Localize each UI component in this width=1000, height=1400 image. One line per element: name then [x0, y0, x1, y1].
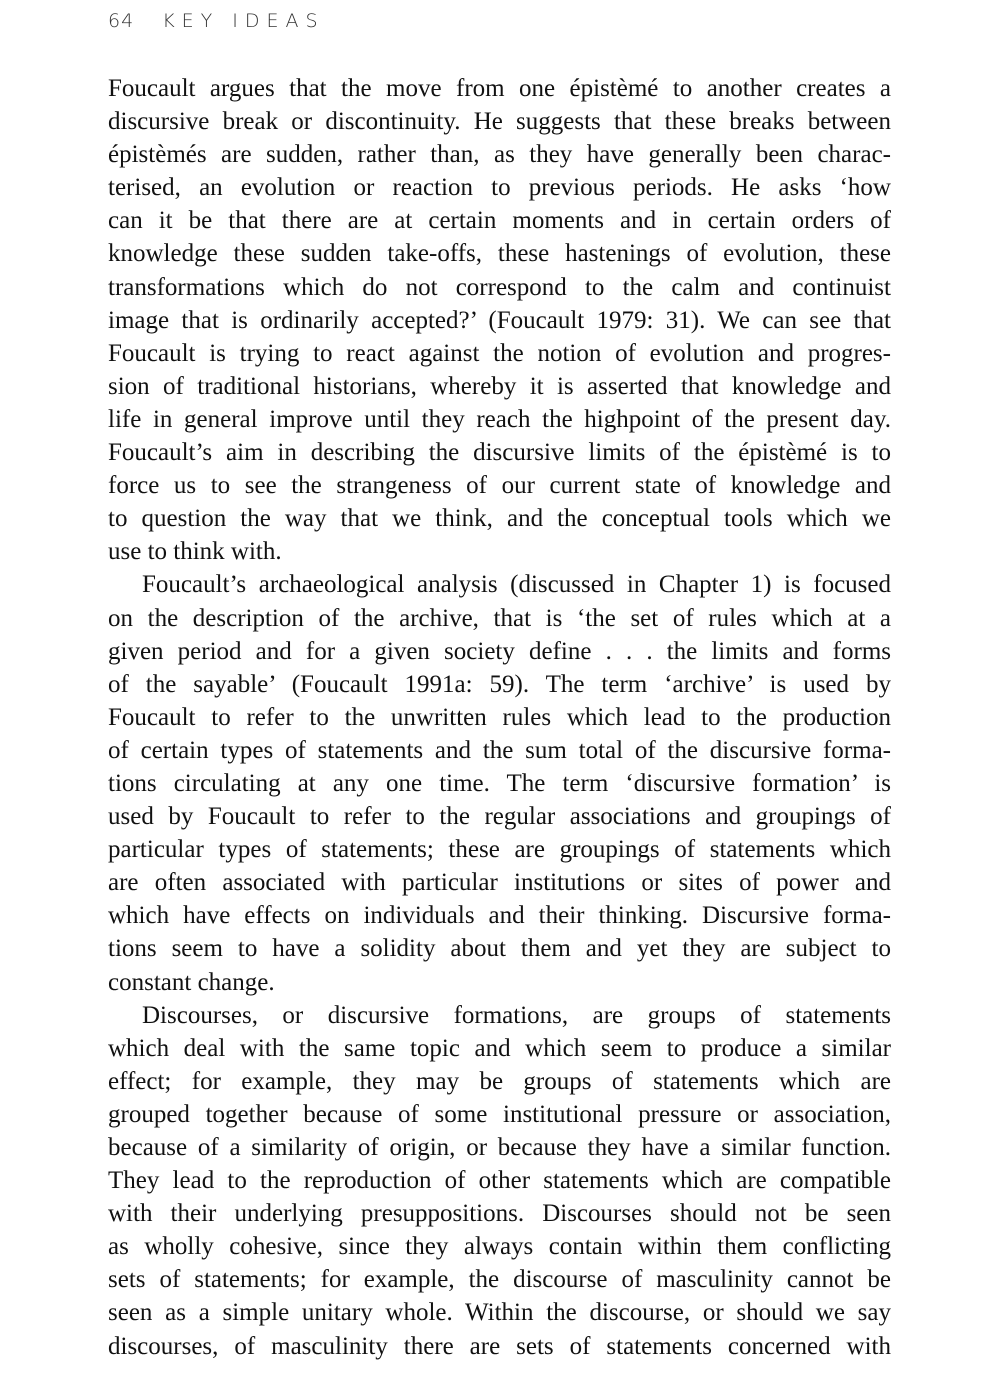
text-line: terised, an evolution or reaction to previous periods. He asks ‘how	[108, 174, 891, 202]
text-line: tions seem to have a solidity about them and yet they are subject to	[108, 935, 891, 963]
text-line: of certain types of statements and the sum total of the discursive forma-	[108, 736, 891, 764]
text-line: which have effects on individuals and their thinking. Discursive forma-	[108, 902, 891, 930]
text-line: with their underlying presuppositions. Discourses should not be seen	[108, 1200, 891, 1228]
text-line: They lead to the reproduction of other statements which are compatible	[108, 1167, 891, 1195]
text-line: Foucault is trying to react against the notion of evolution and progres-	[108, 339, 891, 367]
text-line: used by Foucault to refer to the regular associations and groupings of	[108, 803, 891, 831]
text-line: can it be that there are at certain moments and in certain orders of	[108, 207, 891, 235]
text-line: transformations which do not correspond to the calm and continuist	[108, 273, 891, 301]
text-line: Discourses, or discursive formations, are groups of statements	[142, 1001, 891, 1029]
text-line: of the sayable’ (Foucault 1991a: 59). The term ‘archive’ is used by	[108, 670, 891, 698]
text-line: use to think with.	[108, 538, 282, 566]
text-line: particular types of statements; these are groupings of statements which	[108, 836, 891, 864]
text-line: sets of statements; for example, the discourse of masculinity cannot be	[108, 1266, 891, 1294]
text-line: image that is ordinarily accepted?’ (Foucault 1979: 31). We can see that	[108, 306, 891, 334]
text-line: knowledge these sudden take-offs, these hastenings of evolution, these	[108, 240, 891, 268]
section-title: KEY IDEAS	[162, 10, 325, 32]
text-line: to question the way that we think, and the conceptual tools which we	[108, 505, 891, 533]
text-line: épistèmés are sudden, rather than, as they have generally been charac-	[108, 141, 891, 169]
paragraph-2	[108, 568, 891, 998]
text-line: given period and for a given society define . . . the limits and forms	[108, 637, 891, 665]
page-number: 64	[108, 10, 135, 32]
text-line: discourses, of masculinity there are sets of statements concerned with	[108, 1332, 891, 1360]
text-line: tions circulating at any one time. The term ‘discursive formation’ is	[108, 769, 891, 797]
text-line: constant change.	[108, 968, 275, 996]
text-line: because of a similarity of origin, or because they have a similar function.	[108, 1134, 891, 1161]
text-line: are often associated with particular institutions or sites of power and	[108, 869, 891, 897]
text-line: grouped together because of some institutional pressure or association,	[108, 1100, 891, 1128]
text-line: on the description of the archive, that is ‘the set of rules which at a	[108, 604, 891, 632]
text-line: life in general improve until they reach the highpoint of the present day.	[108, 405, 891, 433]
running-head	[108, 10, 325, 32]
body-text	[108, 72, 891, 1363]
text-line: sion of traditional historians, whereby it is asserted that knowledge and	[108, 372, 891, 400]
text-line: effect; for example, they may be groups of statements which are	[108, 1067, 891, 1095]
text-line: as wholly cohesive, since they always contain within them conflicting	[108, 1233, 891, 1261]
text-line: which deal with the same topic and which seem to produce a similar	[108, 1034, 891, 1062]
text-line: Foucault to refer to the unwritten rules which lead to the production	[108, 703, 891, 731]
text-line: discursive break or discontinuity. He suggests that these breaks between	[108, 108, 891, 136]
text-line: Foucault’s archaeological analysis (discussed in Chapter 1) is focused	[142, 571, 891, 599]
text-line: seen as a simple unitary whole. Within the discourse, or should we say	[108, 1299, 891, 1327]
text-line: Foucault’s aim in describing the discursive limits of the épistèmé is to	[108, 439, 891, 467]
text-line: force us to see the strangeness of our current state of knowledge and	[108, 472, 891, 500]
paragraph-3	[108, 999, 891, 1363]
paragraph-1	[108, 72, 891, 568]
text-line: Foucault argues that the move from one épistèmé to another creates a	[108, 75, 891, 102]
